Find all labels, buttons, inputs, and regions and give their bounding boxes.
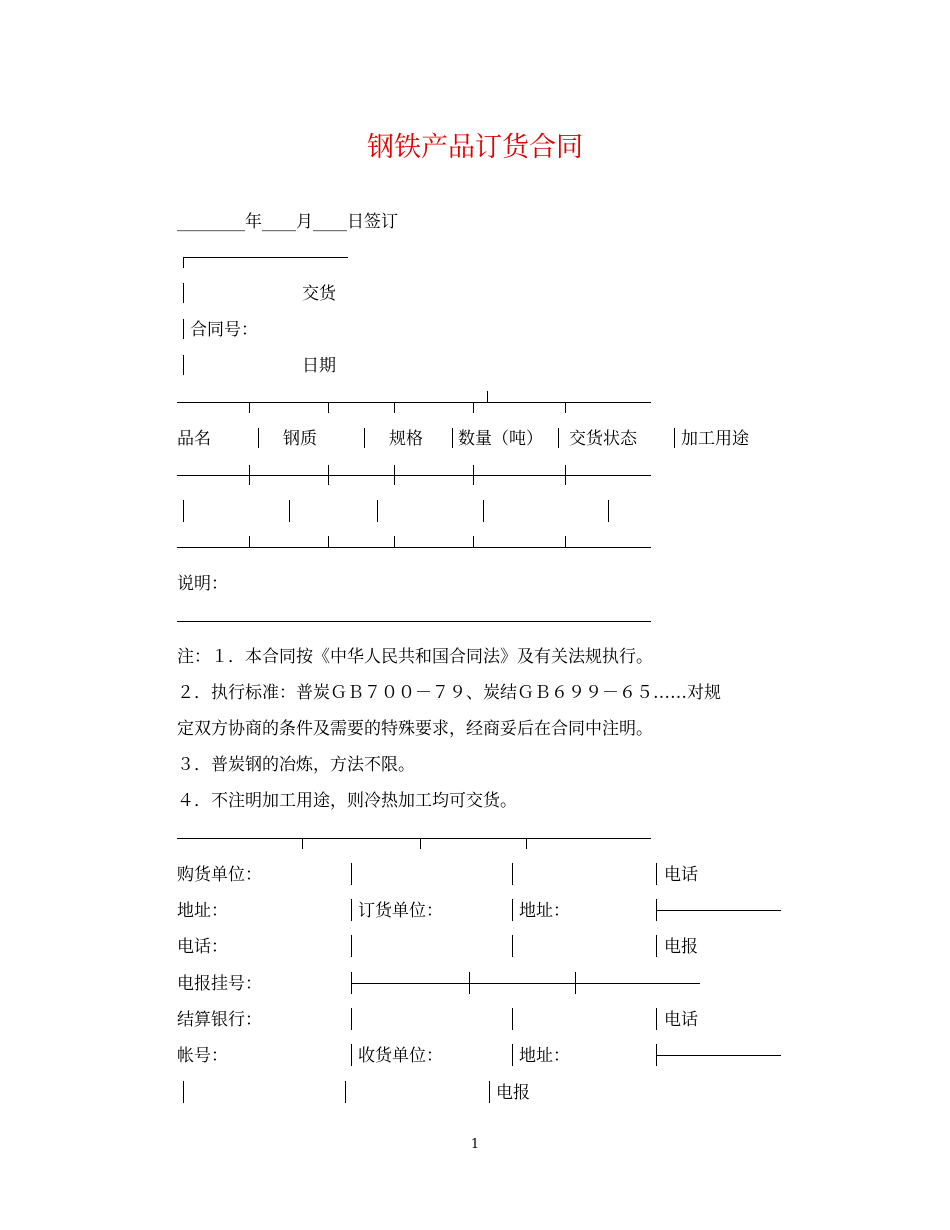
phone-label: 电话 bbox=[664, 865, 698, 885]
header-processing-use: 加工用途 bbox=[681, 429, 749, 449]
header-separator bbox=[558, 428, 559, 448]
header-steel-grade: 钢质 bbox=[283, 429, 317, 449]
receiver-unit-label: 收货单位： bbox=[358, 1046, 443, 1066]
contract-no-label: 合同号： bbox=[190, 320, 258, 340]
table-cross bbox=[473, 465, 474, 485]
table-tick bbox=[473, 402, 474, 413]
empty-row-bar bbox=[289, 500, 290, 522]
bank-label: 结算银行： bbox=[177, 1010, 262, 1030]
delivery-label: 交货 bbox=[302, 284, 336, 304]
table-tick bbox=[565, 402, 566, 413]
table-cross bbox=[565, 465, 566, 485]
header-box-corner bbox=[183, 257, 184, 268]
row-bar bbox=[351, 863, 352, 885]
table-tick bbox=[328, 536, 329, 547]
note-2: ２．执行标准：普炭ＧＢ７００－７９、炭结ＧＢ６９９－６５……对规 bbox=[177, 683, 721, 703]
date-label: 日期 bbox=[302, 356, 336, 376]
header-delivery-status: 交货状态 bbox=[569, 429, 637, 449]
row-bar bbox=[656, 1008, 657, 1030]
address-label: 地址： bbox=[177, 901, 228, 921]
empty-row-bar bbox=[483, 500, 484, 522]
row-bar bbox=[351, 899, 352, 921]
order-address-label: 地址： bbox=[519, 901, 570, 921]
parties-tick bbox=[302, 838, 303, 849]
table-tick bbox=[394, 536, 395, 547]
header-box-bar-2 bbox=[183, 319, 184, 339]
telegraph-no-label: 电报挂号： bbox=[177, 974, 262, 994]
note-4: ４．不注明加工用途，则冷热加工均可交货。 bbox=[177, 791, 517, 811]
row-bar bbox=[469, 972, 470, 994]
row-bar bbox=[575, 972, 576, 994]
row-rule bbox=[656, 910, 781, 911]
row-bar bbox=[345, 1081, 346, 1103]
parties-tick bbox=[420, 838, 421, 849]
header-separator bbox=[364, 428, 365, 448]
parties-top-rule bbox=[177, 838, 651, 839]
row-bar bbox=[489, 1081, 490, 1103]
order-unit-label: 订货单位： bbox=[358, 901, 443, 921]
header-separator bbox=[674, 428, 675, 448]
row-bar bbox=[351, 1044, 352, 1066]
row-bar bbox=[656, 935, 657, 957]
header-product-name: 品名 bbox=[177, 429, 211, 449]
table-tick bbox=[249, 402, 250, 413]
row-bar bbox=[351, 1008, 352, 1030]
page-number: 1 bbox=[470, 1137, 480, 1152]
row-bar bbox=[351, 935, 352, 957]
buyer-unit-label: 购货单位： bbox=[177, 865, 262, 885]
telegraph-label-2: 电报 bbox=[496, 1083, 530, 1103]
header-separator bbox=[452, 428, 453, 448]
row-bar bbox=[512, 1008, 513, 1030]
row-bar bbox=[183, 1081, 184, 1103]
empty-row-bar bbox=[183, 500, 184, 522]
remark-rule bbox=[177, 621, 651, 622]
row-rule bbox=[656, 1055, 781, 1056]
table-tick bbox=[565, 536, 566, 547]
row-bar bbox=[512, 1044, 513, 1066]
row-bar bbox=[512, 863, 513, 885]
header-box-top-rule bbox=[183, 257, 348, 258]
sign-date-line: ________年____月____日签订 bbox=[177, 212, 398, 232]
parties-tick bbox=[526, 838, 527, 849]
table-tick bbox=[328, 402, 329, 413]
note-1: 注：１．本合同按《中华人民共和国合同法》及有关法规执行。 bbox=[177, 647, 653, 667]
row-bar bbox=[512, 935, 513, 957]
table-tick bbox=[473, 536, 474, 547]
row-rule bbox=[351, 983, 700, 984]
header-box-bar-3 bbox=[183, 355, 184, 375]
account-label: 帐号： bbox=[177, 1046, 228, 1066]
empty-row-bar bbox=[608, 500, 609, 522]
row-bar bbox=[656, 863, 657, 885]
table-cross bbox=[394, 465, 395, 485]
document-title: 钢铁产品订货合同 bbox=[367, 132, 583, 163]
phone-field-label: 电话： bbox=[177, 937, 228, 957]
table-cross bbox=[249, 465, 250, 485]
note-3: ３．普炭钢的冶炼，方法不限。 bbox=[177, 755, 415, 775]
telegraph-label: 电报 bbox=[664, 937, 698, 957]
table-cross bbox=[328, 465, 329, 485]
note-2-continued: 定双方协商的条件及需要的特殊要求，经商妥后在合同中注明。 bbox=[177, 719, 653, 739]
table-tick bbox=[394, 402, 395, 413]
remark-label: 说明： bbox=[177, 574, 228, 594]
header-specification: 规格 bbox=[389, 429, 423, 449]
receiver-address-label: 地址： bbox=[519, 1046, 570, 1066]
header-quantity: 数量（吨） bbox=[458, 429, 543, 449]
empty-row-bar bbox=[377, 500, 378, 522]
header-separator bbox=[258, 428, 259, 448]
phone-label-2: 电话 bbox=[664, 1010, 698, 1030]
table-top-tick bbox=[487, 391, 488, 402]
table-tick bbox=[249, 536, 250, 547]
row-bar bbox=[512, 899, 513, 921]
header-box-bar-1 bbox=[183, 283, 184, 303]
table-bottom-rule bbox=[177, 547, 651, 548]
